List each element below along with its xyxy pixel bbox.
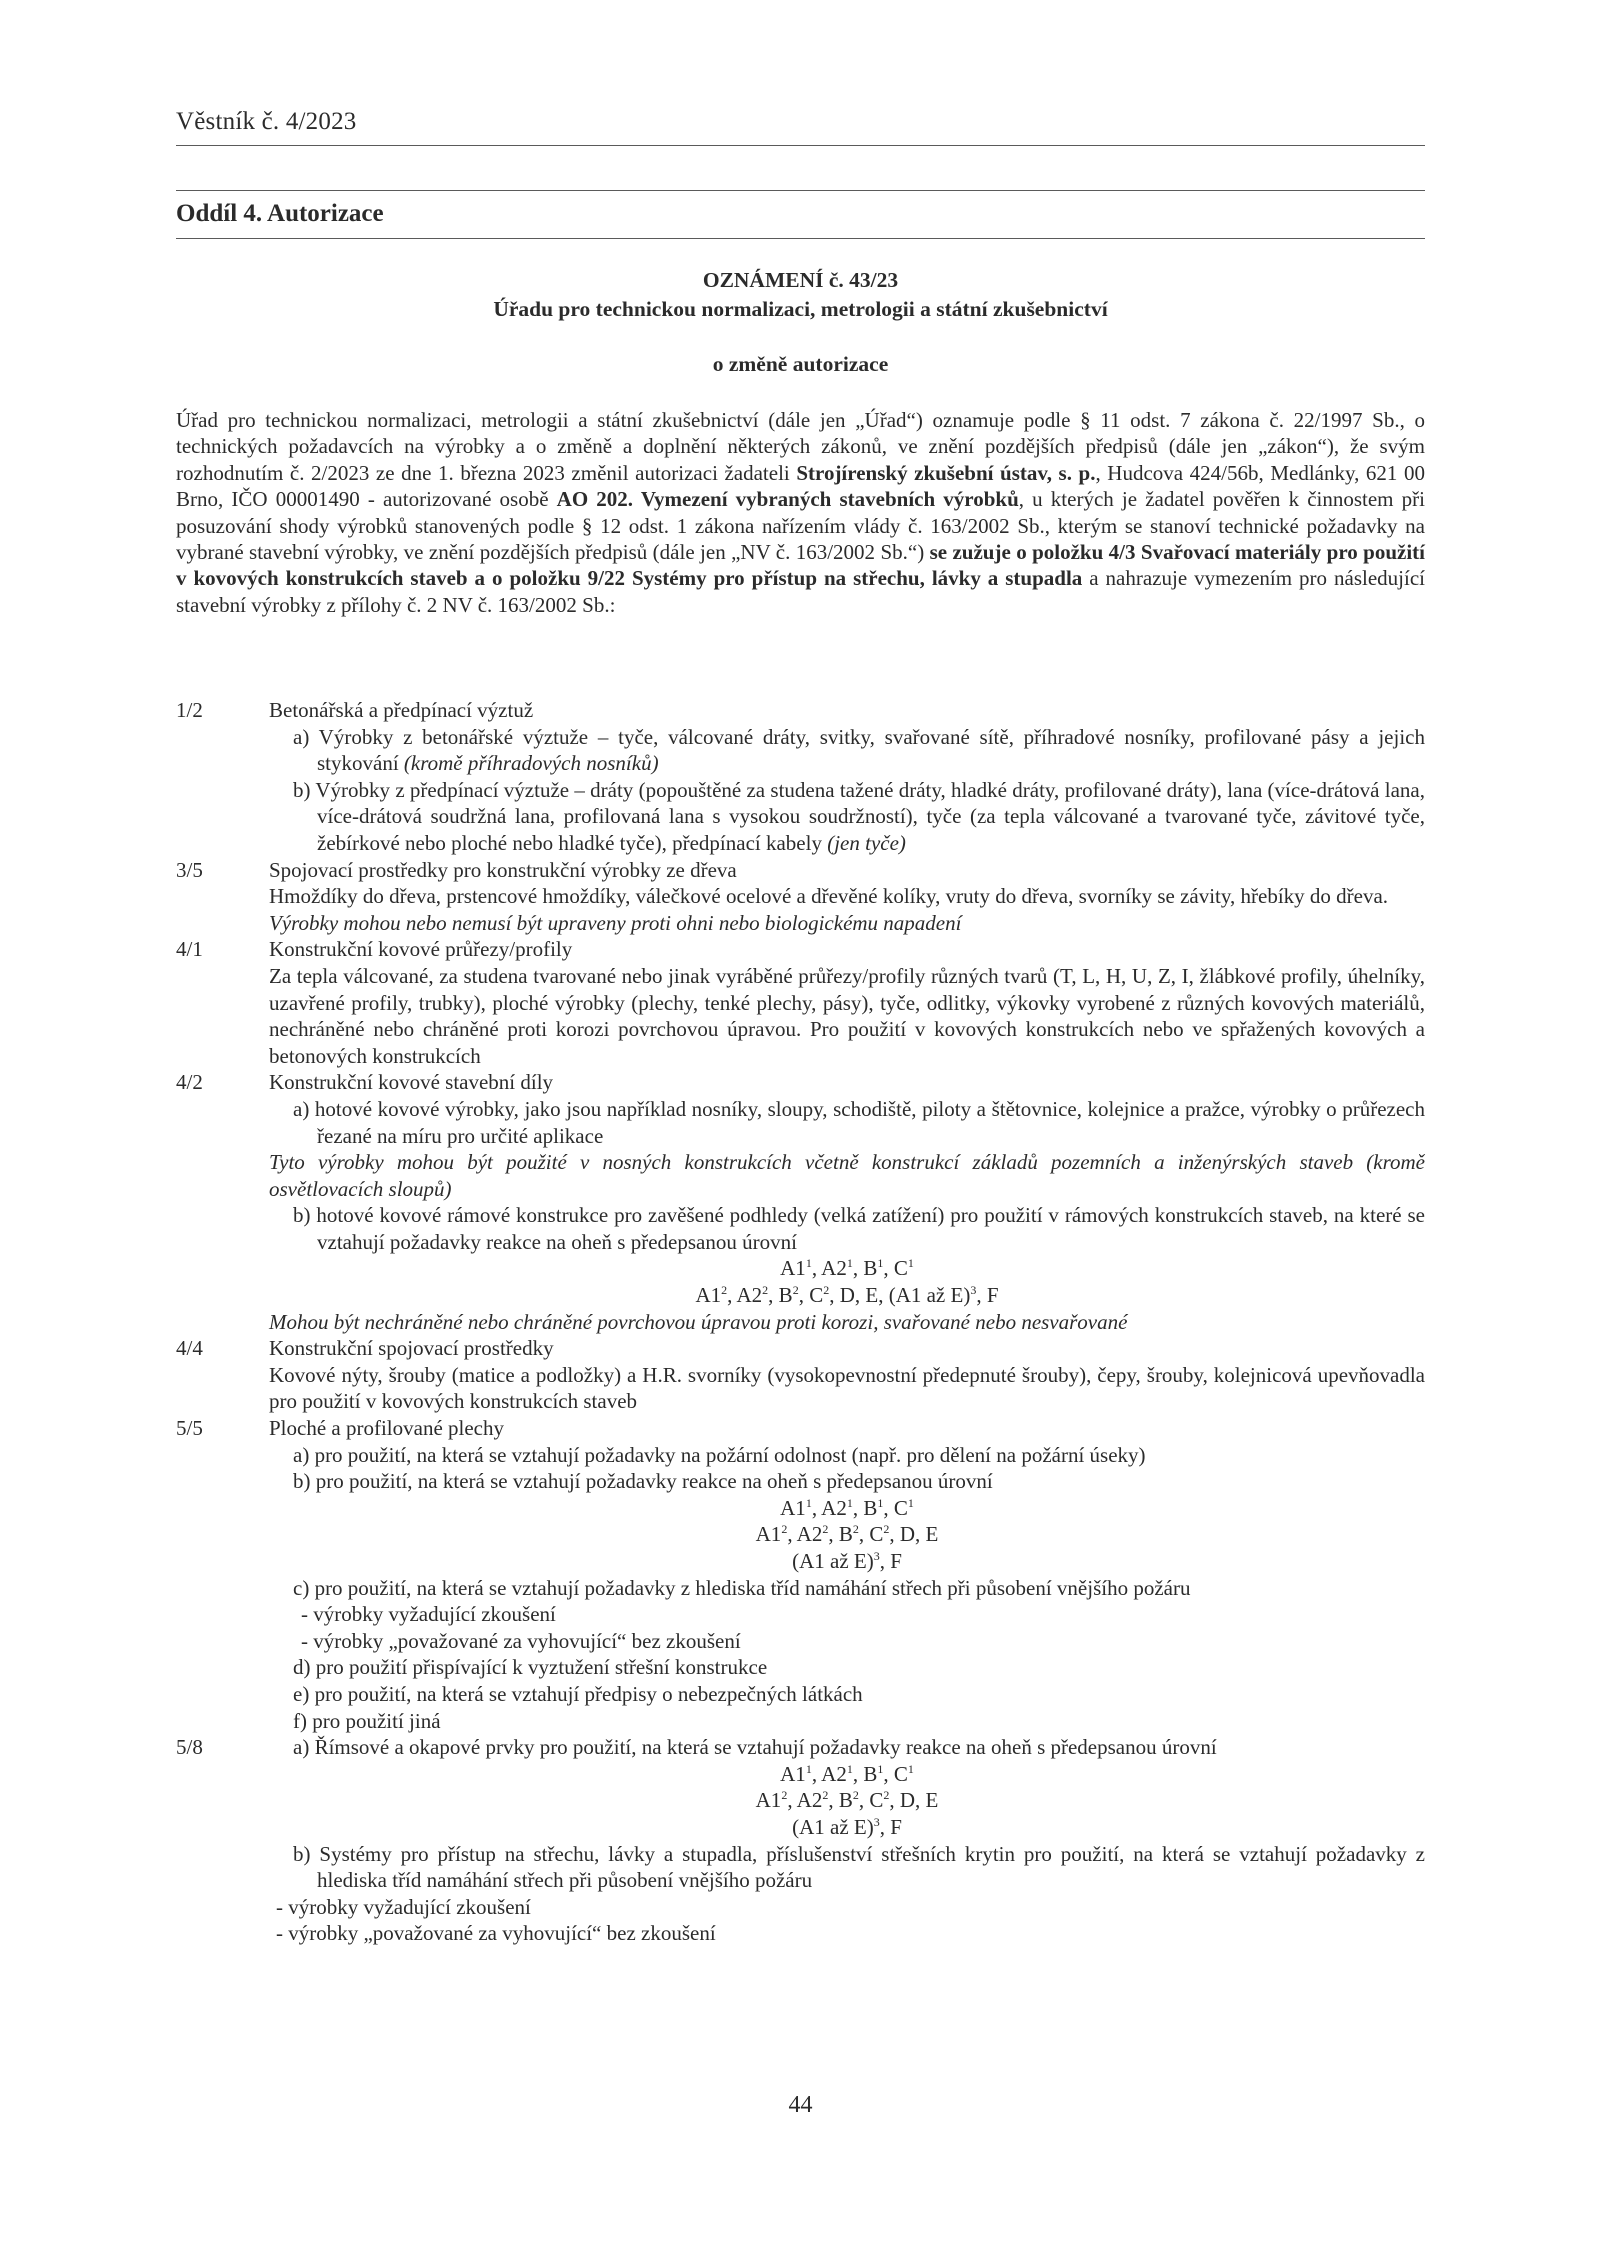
item-title: Konstrukční spojovací prostředky: [269, 1336, 554, 1361]
footnote-mark: 1: [877, 1761, 884, 1776]
intro-bold-3: se zužuje o položku 4/3 Svařovací materiály pro použití v kovových konstrukcích staveb a o položku 9/22 Systémy pro přístup na střechu, lávky a stupadla: [176, 540, 1425, 591]
section-rule-bottom: [176, 238, 1425, 239]
item-sub-b-note: (jen tyče): [827, 830, 906, 855]
class-token: , B: [852, 1256, 878, 1281]
item-sub-a-text: a) Výrobky z betonářské výztuže – tyče, válcované dráty, svitky, svařované sítě, příhradové nosníky, profilované pásy a jejich stykování: [293, 724, 1425, 776]
class-token: , B: [852, 1495, 878, 1520]
class-line-2: [269, 1282, 1425, 1309]
footnote-mark: 2: [852, 1522, 859, 1537]
footnote-mark: 2: [823, 1283, 830, 1298]
dash-item: - výrobky „považované za vyhovující“ bez zkoušení: [301, 1628, 741, 1653]
class-token: , A2: [811, 1761, 847, 1786]
item-note: Mohou být nechráněné nebo chráněné povrchovou úpravou proti korozi, svařované nebo nesvařované: [269, 1309, 1128, 1334]
intro-text-4: a nahrazuje vymezením pro následující stavební výrobky z přílohy č. 2 NV č. 163/2002 Sb.:: [176, 566, 1425, 617]
class-token: (A1 až E): [792, 1549, 874, 1573]
intro-bold-1: Strojírenský zkušební ústav, s. p.: [796, 460, 1096, 485]
footnote-mark: 2: [792, 1283, 799, 1298]
footnote-mark: 1: [846, 1761, 853, 1776]
class-token: A1: [695, 1283, 722, 1308]
item-sub-a: a) pro použití, na která se vztahují požadavky na požární odolnost (např. pro dělení na požární úseky): [293, 1442, 1146, 1467]
class-token: A1: [755, 1788, 782, 1813]
dash-item: - výrobky vyžadující zkoušení: [276, 1894, 531, 1919]
class-line-2: [269, 1521, 1425, 1548]
item-sub-c: c) pro použití, na která se vztahují požadavky z hlediska tříd namáhání střech při působení vnějšího požáru: [293, 1575, 1191, 1600]
class-token: , A2: [787, 1788, 823, 1813]
intro-paragraph: [176, 407, 1425, 618]
footnote-mark: 1: [805, 1495, 812, 1510]
footnote-mark: 1: [877, 1495, 884, 1510]
footnote-mark: 2: [883, 1522, 890, 1537]
item-sub-b-text: b) Výrobky z předpínací výztuže – dráty (popouštěné za studena tažené dráty, hladké dráty, profilované dráty), lana (více-drátová lana, více-drátová soudržná lana, profilovaná lana s vysokou soudržností), tyče (za tepla válcované a tvarované tyče, závitové tyče, žebírkové nebo ploché nebo hladké tyče), předpínací kabely: [293, 777, 1425, 855]
footnote-mark: 1: [877, 1256, 884, 1271]
class-token: , D, E, (A1 až E): [829, 1283, 971, 1308]
item-title: Spojovací prostředky pro konstrukční výrobky ze dřeva: [269, 857, 737, 882]
footnote-mark: 1: [805, 1256, 812, 1271]
item-title: Ploché a profilované plechy: [269, 1416, 504, 1441]
dash-item: - výrobky „považované za vyhovující“ bez zkoušení: [276, 1921, 716, 1946]
class-token: , A2: [727, 1283, 763, 1308]
class-line-1: [269, 1761, 1425, 1788]
item-sub-b: b) Systémy pro přístup na střechu, lávky a stupadla, příslušenství střešních krytin pro použití, na která se vztahují požadavky z hlediska tříd namáhání střech při působení vnějšího požáru: [293, 1841, 1425, 1893]
class-line-3: [269, 1548, 1425, 1575]
item-note: Výrobky mohou nebo nemusí být upraveny proti ohni nebo biologickému napadení: [269, 910, 962, 935]
class-token: A1: [780, 1495, 806, 1520]
item-title: Betonářská a předpínací výztuž: [269, 698, 534, 722]
footnote-mark: 3: [873, 1814, 880, 1829]
class-token: , F: [879, 1549, 902, 1573]
class-token: , B: [828, 1788, 853, 1813]
footnote-mark: 1: [846, 1256, 853, 1271]
item-note: Tyto výrobky mohou být použité v nosných konstrukcích včetně konstrukcí základů pozemních a inženýrských staveb (kromě osvětlovacích sloupů): [269, 1150, 1425, 1201]
item-sub-d: d) pro použití přispívající k vyztužení střešní konstrukce: [293, 1655, 768, 1680]
item-5-8: [176, 1734, 1425, 1947]
footnote-mark: 2: [883, 1788, 890, 1803]
item-number: 5/5: [176, 1416, 203, 1441]
notice-authority: Úřadu pro technickou normalizaci, metrologii a státní zkušebnictví: [493, 297, 1108, 321]
class-token: , B: [852, 1761, 878, 1786]
footnote-mark: 2: [781, 1788, 788, 1803]
class-token: A1: [780, 1761, 806, 1786]
class-line-3: [269, 1814, 1425, 1841]
footnote-mark: 1: [907, 1761, 914, 1776]
intro-text-3: , u kterých je žadatel pověřen k činnostem při posuzování shody výrobků stanovených podle § 12 odst. 1 zákona nařízením vlády č. 163/2002 Sb., kterým se stanoví technické požadavky na vybrané stavební výrobky, ve znění pozdějších předpisů (dále jen „NV č. 163/2002 Sb.“): [176, 487, 1425, 565]
class-token: (A1 až E): [792, 1814, 874, 1839]
class-token: , D, E: [889, 1788, 939, 1813]
footnote-mark: 2: [822, 1522, 829, 1537]
item-4-1: [176, 936, 1425, 1069]
class-token: , D, E: [889, 1522, 939, 1547]
notice-subject: o změně autorizace: [712, 352, 889, 376]
item-sub-a: [293, 724, 1425, 777]
footnote-mark: 2: [822, 1788, 829, 1803]
item-title: Konstrukční kovové stavební díly: [269, 1070, 554, 1095]
footnote-mark: 1: [907, 1256, 914, 1271]
class-token: , F: [976, 1283, 999, 1308]
footnote-mark: 3: [873, 1549, 880, 1563]
section-rule-top: [176, 190, 1425, 191]
item-sub-b: [293, 777, 1425, 857]
class-token: , C: [883, 1761, 908, 1786]
item-sub-b: b) hotové kovové rámové konstrukce pro zavěšené podhledy (velká zatížení) pro použití v rámových konstrukcích staveb, na které se vztahují požadavky reakce na oheň s předepsanou úrovní: [293, 1203, 1425, 1254]
item-sub-a-note: (kromě příhradových nosníků): [403, 751, 659, 776]
item-sub-a: a) Římsové a okapové prvky pro použití, na která se vztahují požadavky reakce na oheň s předepsanou úrovní: [293, 1735, 1217, 1760]
item-number: 1/2: [176, 698, 203, 722]
class-token: , C: [798, 1283, 824, 1308]
class-token: , C: [858, 1788, 884, 1813]
item-sub-b: b) pro použití, na která se vztahují požadavky reakce na oheň s předepsanou úrovní: [293, 1469, 993, 1494]
intro-text-1: Úřad pro technickou normalizaci, metrologii a státní zkušebnictví (dále jen „Úřad“) oznamuje podle § 11 odst. 7 zákona č. 22/1997 Sb., o technických požadavcích na výrobky a o změně a doplnění některých zákonů, ve znění pozdějších předpisů (dále jen „zákon“), že svým rozhodnutím č. 2/2023 ze dne 1. března 2023 změnil autorizaci žadateli: [176, 408, 1425, 485]
item-text: Hmoždíky do dřeva, prstencové hmoždíky, válečkové ocelové a dřevěné kolíky, vruty do dřeva, svorníky se závity, hřebíky do dřeva.: [269, 884, 1389, 909]
footnote-mark: 1: [846, 1495, 853, 1510]
notice-number: OZNÁMENÍ č. 43/23: [702, 268, 899, 292]
class-token: , A2: [811, 1495, 847, 1520]
item-number: 5/8: [176, 1735, 203, 1760]
item-text: Kovové nýty, šrouby (matice a podložky) a H.R. svorníky (vysokopevnostní předepnuté šrouby), čepy, šrouby, kolejnicová upevňovadla pro použití v kovových konstrukcích staveb: [269, 1362, 1425, 1414]
footnote-mark: 2: [721, 1283, 728, 1298]
class-token: , F: [879, 1814, 902, 1839]
intro-bold-2: AO 202. Vymezení vybraných stavebních výrobků: [556, 487, 1019, 512]
footnote-mark: 1: [907, 1495, 914, 1510]
item-sub-f: f) pro použití jiná: [293, 1708, 441, 1733]
footnote-mark: 2: [852, 1788, 859, 1803]
class-token: , B: [828, 1522, 853, 1547]
item-5-5: [176, 1415, 1425, 1734]
header-rule: [176, 145, 1425, 146]
class-token: , A2: [787, 1522, 823, 1547]
item-number: 4/2: [176, 1070, 203, 1095]
section-title: Oddíl 4. Autorizace: [176, 200, 384, 227]
class-token: A1: [755, 1522, 782, 1547]
class-token: , C: [883, 1256, 908, 1281]
item-3-5: [176, 857, 1425, 937]
class-line-2: [269, 1787, 1425, 1814]
intro-text-2: , Hudcova 424/56b, Medlánky, 621 00 Brno, IČO 00001490 - autorizované osobě: [176, 460, 1425, 512]
item-list: [176, 697, 1425, 1947]
item-number: 4/1: [176, 937, 203, 962]
item-text: Za tepla válcované, za studena tvarované nebo jinak vyráběné průřezy/profily různých tvarů (T, L, H, U, Z, I, žlábkové profily, úhelníky, uzavřené profily, trubky), ploché výrobky (plechy, tenké plechy, pásy), tyče, odlitky, výkovky vyrobené z různých kovových materiálů, nechráněné nebo chráněné proti korozi povrchovou úpravou. Pro použití v kovových konstrukcích nebo ve spřažených kovových a betonových konstrukcích: [269, 963, 1425, 1068]
item-title: Konstrukční kovové průřezy/profily: [269, 937, 573, 962]
item-number: 3/5: [176, 857, 203, 882]
item-1-2: [176, 697, 1425, 857]
footnote-mark: 1: [805, 1761, 812, 1776]
footnote-mark: 2: [762, 1283, 769, 1298]
item-sub-a: a) hotové kovové výrobky, jako jsou například nosníky, sloupy, schodiště, piloty a štětovnice, kolejnice a pražce, výrobky o průřezech řezané na míru pro určité aplikace: [293, 1096, 1425, 1148]
item-sub-e: e) pro použití, na která se vztahují předpisy o nebezpečných látkách: [293, 1681, 863, 1706]
class-token: A1: [780, 1256, 806, 1281]
footnote-mark: 3: [970, 1283, 977, 1298]
item-4-4: [176, 1335, 1425, 1415]
class-line-1: [269, 1495, 1425, 1522]
page-number: 44: [788, 2092, 813, 2118]
class-line-1: [269, 1255, 1425, 1282]
class-token: , C: [858, 1522, 884, 1547]
journal-header: Věstník č. 4/2023: [176, 108, 357, 135]
dash-item: - výrobky vyžadující zkoušení: [301, 1602, 556, 1627]
item-4-2: [176, 1069, 1425, 1335]
class-token: , B: [768, 1283, 793, 1308]
class-token: , C: [883, 1495, 908, 1520]
class-token: , A2: [811, 1256, 847, 1281]
footnote-mark: 2: [781, 1522, 788, 1537]
item-number: 4/4: [176, 1336, 203, 1361]
